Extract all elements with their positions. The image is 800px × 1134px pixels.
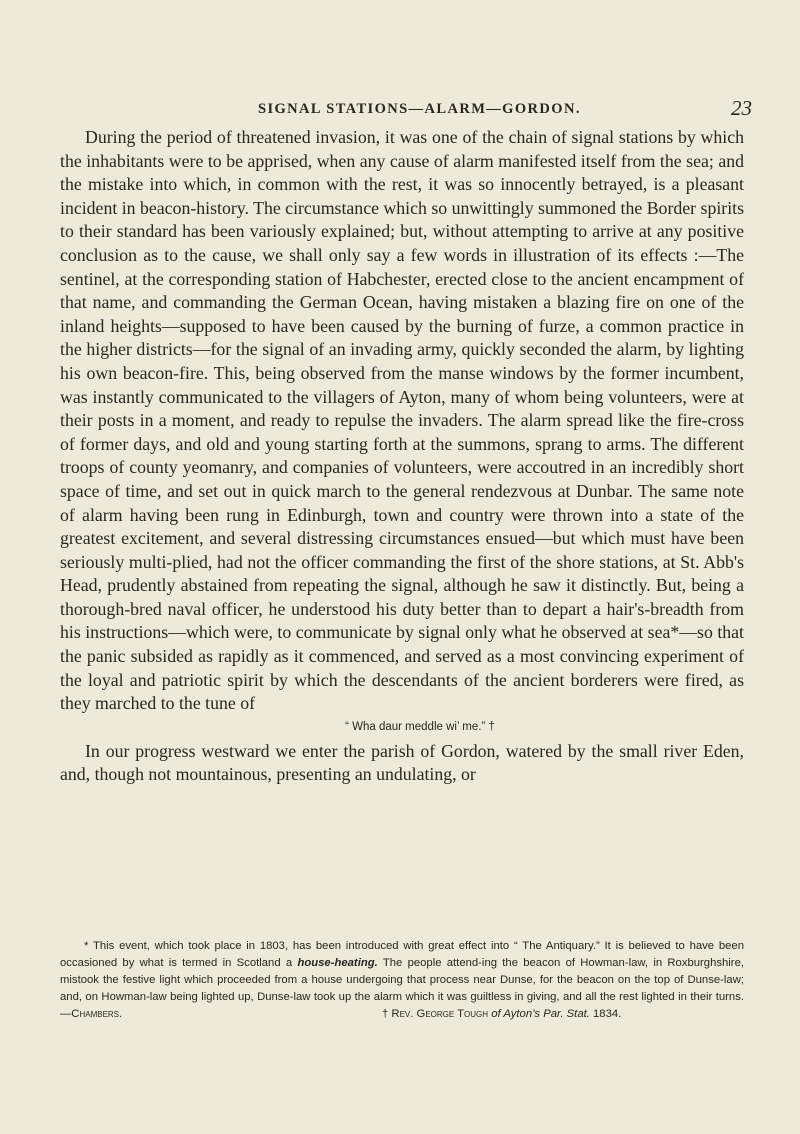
footnote-2-title: of Ayton’s Par. Stat. — [491, 1008, 590, 1021]
page-number: 23 — [731, 96, 752, 120]
footnote-2 — [60, 1006, 744, 1023]
footnote-1-text-b: The people attend-ing the beacon of Howman-law, in Roxburghshire, mistook the festive light which proceeded from a house undergoing that process near Dunse, for the beacon on the top of Dunse-law; and, on Howman-law being lighted up, Dunse-law took up the alarm which it was guiltless in giving, and all the rest lighted in their turns.— — [60, 957, 744, 1021]
quote-line: “ Wha daur meddle wi’ me.” † — [345, 720, 495, 733]
footnote-2-author: † Rev. George Tough — [382, 1008, 492, 1021]
footnote-1-term: house-heating. — [297, 957, 378, 970]
footnote-1-source: Chambers. — [71, 1008, 123, 1021]
running-head: SIGNAL STATIONS—ALARM—GORDON. — [258, 101, 581, 117]
paragraph-gordon: In our progress westward we enter the parish of Gordon, watered by the small river Eden, and, though not mountainous, presenting an undulating, or — [60, 740, 744, 785]
footnote-1-text-a: * This event, which took place in 1803, has been introduced with great effect into “ The Antiquary.” It is believed to have been occasioned by what is termed in Scotland a — [60, 940, 744, 970]
body-text — [60, 126, 744, 787]
paragraph-invasion-alarm: During the period of threatened invasion, it was one of the chain of signal stations by which the inhabitants were to be apprised, when any cause of alarm manifested itself from the sea; and the mistake into which, in common with the rest, it was so innocently betrayed, is a pleasant incident in beacon-history. The circumstance which so unwittingly summoned the Border spirits to their standard has been variously explained; but, without attempting to arrive at any positive conclusion as to the cause, we shall only say a few words in illustration of its effects :—The sentinel, at the corresponding station of Habchester, erected close to the ancient encampment of that name, and commanding the German Ocean, having mistaken a blazing fire on one of the inland heights—supposed to have been caused by the burning of furze, a common practice in the higher districts—for the signal of an invading army, quickly seconded the alarm, by lighting his own beacon-fire. This, being observed from the manse windows by the former incumbent, was instantly communicated to the villagers of Ayton, many of whom being volunteers, were at their posts in a moment, and ready to repulse the invaders. The alarm spread like the fire-cross of former days, and old and young starting forth at the summons, sprang to arms. The different troops of county yeomanry, and companies of volunteers, were accoutred in an incredibly short space of time, and set out in quick march to the general rendezvous at Dunbar. The same note of alarm having been rung in Edinburgh, town and country were thrown into a state of the greatest excitement, and several distressing circumstances ensued—but which must have been seriously multi-plied, had not the officer commanding the first of the shore stations, at St. Abb's Head, prudently abstained from repeating the signal, although he saw it distinctly. But, being a thorough-bred naval officer, he understood his duty better than to depart a hair's-breadth from his instructions—which were, to communicate by signal only what he observed at sea*—so that the panic subsided as rapidly as it commenced, and served as a most convincing experiment of the loyal and patriotic spirit by which the descendants of the ancient borderers were fired, as they marched to the tune of — [60, 127, 744, 714]
footnotes — [60, 938, 744, 1023]
footnote-2-year: 1834. — [589, 1008, 622, 1021]
